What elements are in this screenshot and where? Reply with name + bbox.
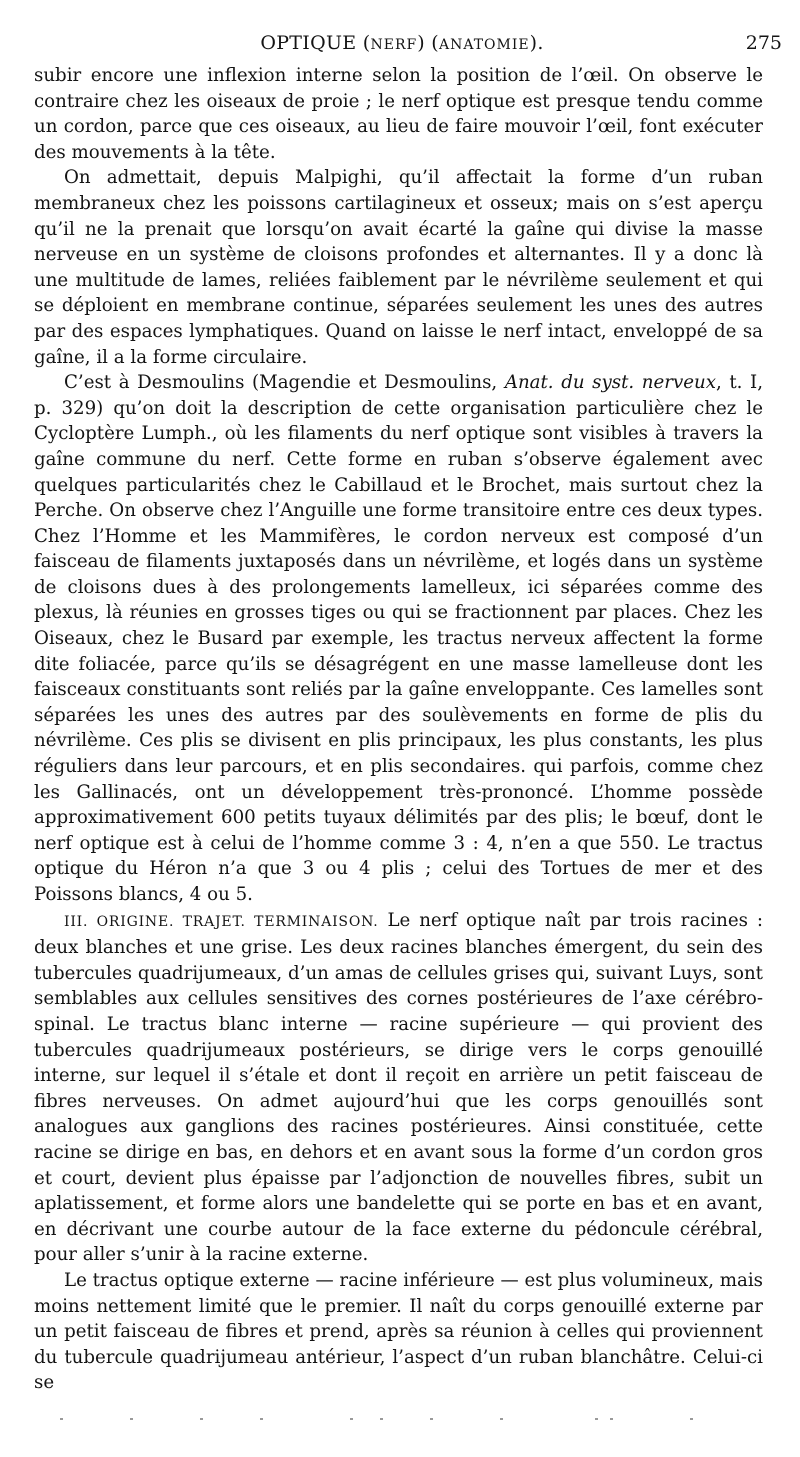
print-noise — [50, 1418, 750, 1422]
section-heading: III. ORIGINE. TRAJET. TERMINAISON. — [64, 913, 379, 930]
running-title — [34, 32, 770, 54]
body-text — [34, 63, 763, 1396]
title-main: OPTIQUE — [260, 32, 357, 54]
paragraph-2: On admettait, depuis Malpighi, qu’il affectait la forme d’un ruban membraneux chez les poissons cartilagineux et osseux; mais on s’est aperçu qu’il ne la prenait que lorsqu’on avait écarté la gaîne qui divise la masse nerveuse en un système de cloisons profondes et alternantes. Il y a donc là une multitude de lames, reliées faiblement par le névrilème seulement et qui se déploient en membrane continue, séparées seulement les unes des autres par des espaces lymphatiques. Quand on laisse le nerf intact, enveloppé de sa gaîne, il a la forme circulaire. — [34, 167, 763, 368]
paragraph-4 — [34, 908, 763, 1268]
paragraph-1: subir encore une inflexion interne selon la position de l’œil. On observe le contraire chez les oiseaux de proie ; le nerf optique est presque tendu comme un cordon, parce que ces oiseaux, au lieu de faire mouvoir l’œil, font exécuter des mouvements à la tête. — [34, 65, 763, 163]
paragraph-3 — [34, 370, 763, 907]
title-close: ). — [529, 32, 544, 54]
title-anatomie: ANATOMIE — [439, 37, 530, 53]
paragraph-5: Le tractus optique externe — racine inférieure — est plus volumineux, mais moins nettement limité que le premier. Il naît du corps genouillé externe par un petit faisceau de fibres et prend, après sa réunion à celles qui proviennent du tubercule quadrijumeau antérieur, l’aspect d’un ruban blanchâtre. Celui-ci se — [34, 1269, 763, 1394]
page-number: 275 — [745, 32, 782, 54]
paragraph-3-start: C’est à Desmoulins (Magendie et Desmoulins, — [64, 372, 505, 394]
book-title-citation: Anat. du syst. nerveux — [504, 372, 716, 394]
title-mid: ) ( — [417, 32, 439, 54]
paragraph-3-rest: , t. I, p. 329) qu’on doit la description de cette organisation particulière chez le Cycloptère Lumph., où les filaments du nerf optique sont visibles à travers la gaîne commune du nerf. Cette forme en ruban s’observe également avec quelques particularités chez le Cabillaud et le Brochet, mais surtout chez la Perche. On observe chez l’Anguille une forme transitoire entre ces deux types. Chez l’Homme et les Mammifères, le cordon nerveux est composé d’un faisceau de filaments juxtaposés dans un névrilème, et logés dans un système de cloisons dues à des prolongements lamelleux, ici séparées comme des plexus, là réunies en grosses tiges ou qui se fractionnent par places. Chez les Oiseaux, chez le Busard par exemple, les tractus nerveux affectent la forme dite foliacée, parce qu’ils se désagrégent en une masse lamelleuse dont les faisceaux constituants sont reliés par la gaîne enveloppante. Ces lamelles sont séparées les unes des autres par des soulèvements en forme de plis du névrilème. Ces plis se divisent en plis principaux, les plus constants, les plus réguliers dans leur parcours, et en plis secondaires. qui parfois, comme chez les Gallinacés, ont un développement très-prononcé. L’homme possède approximativement 600 petits tuyaux délimités par des plis; le bœuf, dont le nerf optique est à celui de l’homme comme 3 : 4, n’en a que 550. Le tractus optique du Héron n’a que 3 ou 4 plis ; celui des Tortues de mer et des Poissons blancs, 4 ou 5. — [34, 372, 763, 905]
title-nerf: NERF — [370, 37, 418, 53]
running-header — [34, 32, 782, 58]
paragraph-4-text: Le nerf optique naît par trois racines : deux blanches et une grise. Les deux racines blanches émergent, du sein des tubercules quadrijumeaux, d’un amas de cellules grises qui, suivant Luys, sont semblables aux cellules sensitives des cornes postérieures de l’axe cérébro-spinal. Le tractus blanc interne — racine supérieure — qui provient des tubercules quadrijumeaux postérieurs, se dirige vers le corps genouillé interne, sur lequel il s’étale et dont il reçoit en arrière un petit faisceau de fibres nerveuses. On admet aujourd’hui que les corps genouillés sont analogues aux ganglions des racines postérieures. Ainsi constituée, cette racine se dirige en bas, en dehors et en avant sous la forme d’un cordon gros et court, devient plus épaisse par l’adjonction de nouvelles fibres, subit un aplatissement, et forme alors une bandelette qui se porte en bas et en avant, en décrivant une courbe autour de la face externe du pédoncule cérébral, pour aller s’unir à la racine externe. — [34, 909, 763, 1266]
title-open-paren: ( — [362, 32, 371, 54]
